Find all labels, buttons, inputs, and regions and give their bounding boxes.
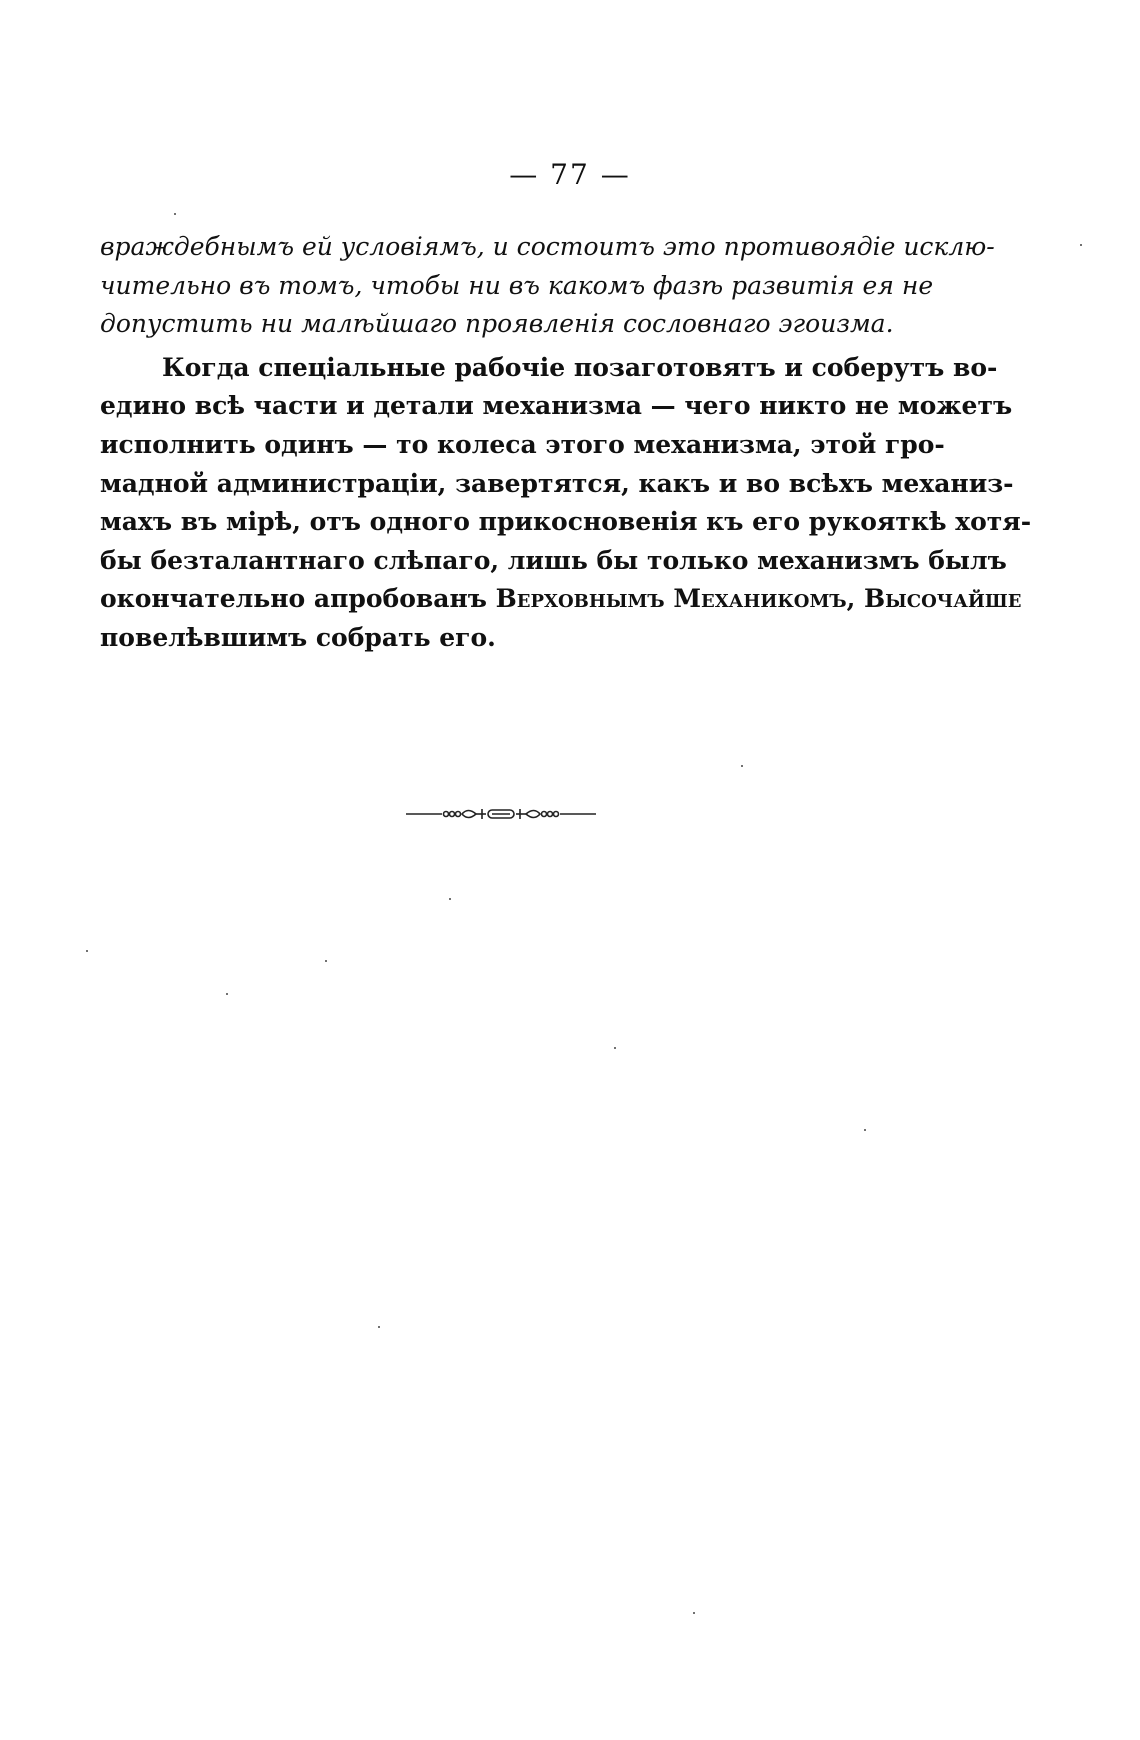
separator: , bbox=[846, 584, 865, 614]
line-prefix: окончательно апробованъ bbox=[100, 584, 496, 614]
text-line: повелѣвшимъ собрать его. bbox=[100, 622, 496, 652]
scan-speck bbox=[325, 960, 327, 962]
scan-speck bbox=[1080, 244, 1082, 246]
small-caps-name: Верховнымъ Механикомъ bbox=[495, 584, 847, 614]
scan-speck bbox=[449, 898, 451, 900]
page-number: — 77 — bbox=[509, 158, 631, 191]
tailpiece-ornament bbox=[406, 803, 596, 825]
small-caps-word: Высочайше bbox=[864, 584, 1022, 614]
scan-speck bbox=[693, 1612, 695, 1614]
text-line: мадной администраціи, завертятся, какъ и во всѣхъ механиз- bbox=[100, 468, 1014, 498]
text-line: допустить ни малѣйшаго проявленія сословнаго эгоизма. bbox=[100, 309, 894, 339]
text-line: чительно въ томъ, чтобы ни въ какомъ фазѣ развитія ея не bbox=[100, 270, 934, 300]
text-line-small-caps bbox=[100, 580, 1022, 619]
text-line: махъ въ мірѣ, отъ одного прикосновенія къ его рукояткѣ хотя- bbox=[100, 507, 1032, 537]
text-block bbox=[100, 228, 1032, 658]
main-paragraph bbox=[100, 349, 1032, 658]
scan-speck bbox=[378, 1326, 380, 1328]
scan-speck bbox=[174, 213, 176, 215]
scan-speck bbox=[614, 1047, 616, 1049]
text-line: бы безталантнаго слѣпаго, лишь бы только механизмъ былъ bbox=[100, 545, 1007, 575]
text-line: Когда спеціальные рабочіе позаготовятъ и соберутъ во- bbox=[162, 352, 998, 382]
italic-continuation bbox=[100, 228, 995, 344]
scan-speck bbox=[226, 993, 228, 995]
text-line: едино всѣ части и детали механизма — чего никто не можетъ bbox=[100, 391, 1013, 421]
text-line: враждебнымъ ей условіямъ, и состоитъ это противоядіе исклю- bbox=[100, 232, 995, 261]
scan-speck bbox=[864, 1129, 866, 1131]
scan-speck bbox=[741, 765, 743, 767]
text-line: исполнить одинъ — то колеса этого механизма, этой гро- bbox=[100, 429, 945, 459]
scan-speck bbox=[86, 950, 88, 952]
